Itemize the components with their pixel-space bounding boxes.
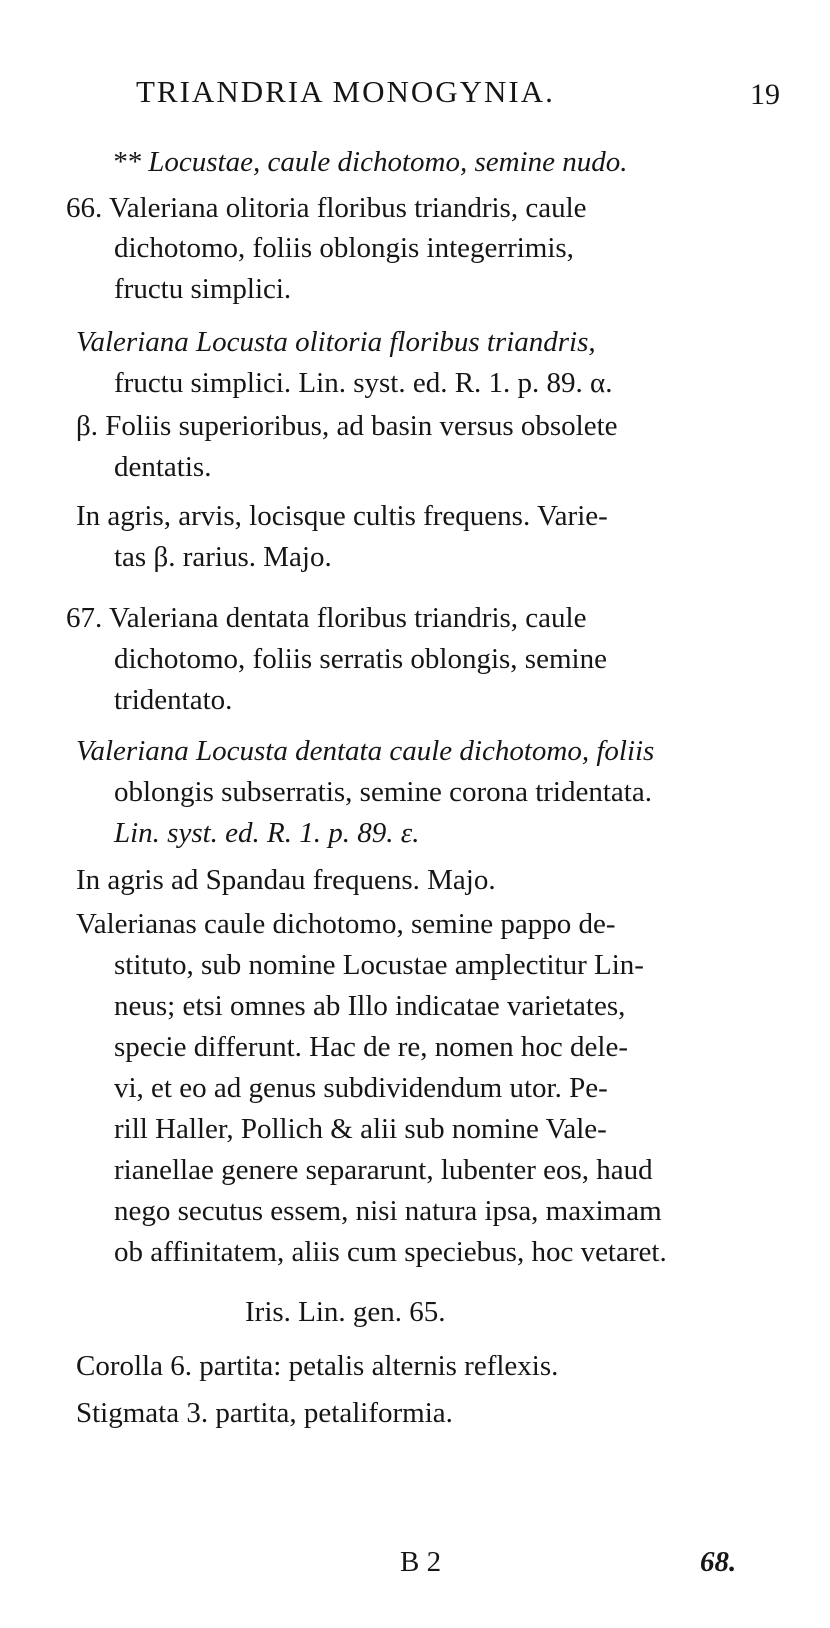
species-67-line-3: tridentato. bbox=[114, 684, 233, 716]
variety-beta-line-2: dentatis. bbox=[114, 451, 212, 483]
commentary-line-2: stituto, sub nomine Locustae amplectitur Lin- bbox=[114, 949, 644, 981]
catchword: 68. bbox=[700, 1546, 737, 1578]
species-67-line-2: dichotomo, foliis serratis oblongis, semine bbox=[114, 643, 607, 675]
commentary-line-1: Valerianas caule dichotomo, semine pappo de- bbox=[76, 908, 616, 940]
species-66-line-1: 66. Valeriana olitoria floribus triandris, caule bbox=[66, 192, 587, 224]
commentary-line-9: ob affinitatem, aliis cum speciebus, hoc vetaret. bbox=[114, 1236, 667, 1268]
species-66-line-2: dichotomo, foliis oblongis integerrimis, bbox=[114, 232, 574, 264]
signature-mark: B 2 bbox=[400, 1546, 442, 1578]
synonym-67-line-1: Valeriana Locusta dentata caule dichotomo, foliis bbox=[76, 735, 655, 767]
commentary-line-6: rill Haller, Pollich & alii sub nomine Vale- bbox=[114, 1113, 607, 1145]
commentary-line-8: nego secutus essem, nisi natura ipsa, maximam bbox=[114, 1195, 662, 1227]
habitat-67: In agris ad Spandau frequens. Majo. bbox=[76, 864, 496, 896]
iris-corolla: Corolla 6. partita: petalis alternis reflexis. bbox=[76, 1350, 559, 1382]
page-header bbox=[130, 74, 780, 118]
synonym-66-line-1: Valeriana Locusta olitoria floribus triandris, bbox=[76, 326, 596, 358]
iris-stigmata: Stigmata 3. partita, petaliformia. bbox=[76, 1397, 453, 1429]
synonym-67-line-3: Lin. syst. ed. R. 1. p. 89. ε. bbox=[114, 817, 420, 849]
running-title: TRIANDRIA MONOGYNIA. bbox=[136, 74, 555, 109]
habitat-66-line-2: tas β. rarius. Majo. bbox=[114, 541, 332, 573]
variety-beta-line-1: β. Foliis superioribus, ad basin versus obsolete bbox=[76, 410, 618, 442]
page-number: 19 bbox=[750, 78, 780, 111]
commentary-line-7: rianellae genere separarunt, lubenter eos, haud bbox=[114, 1154, 653, 1186]
species-66-line-3: fructu simplici. bbox=[114, 273, 292, 305]
synonym-66-line-2: fructu simplici. Lin. syst. ed. R. 1. p. 89. α. bbox=[114, 367, 613, 399]
genus-heading-iris: Iris. Lin. gen. 65. bbox=[245, 1296, 446, 1328]
habitat-66-line-1: In agris, arvis, locisque cultis frequens. Varie- bbox=[76, 500, 608, 532]
commentary-line-5: vi, et eo ad genus subdividendum utor. Pe- bbox=[114, 1072, 608, 1104]
species-67-line-1: 67. Valeriana dentata floribus triandris, caule bbox=[66, 602, 587, 634]
commentary-line-4: specie differunt. Hac de re, nomen hoc dele- bbox=[114, 1031, 628, 1063]
synonym-67-line-2: oblongis subserratis, semine corona tridentata. bbox=[114, 776, 652, 808]
commentary-line-3: neus; etsi omnes ab Illo indicatae varietates, bbox=[114, 990, 626, 1022]
section-heading-locustae: ** Locustae, caule dichotomo, semine nudo. bbox=[112, 146, 628, 178]
